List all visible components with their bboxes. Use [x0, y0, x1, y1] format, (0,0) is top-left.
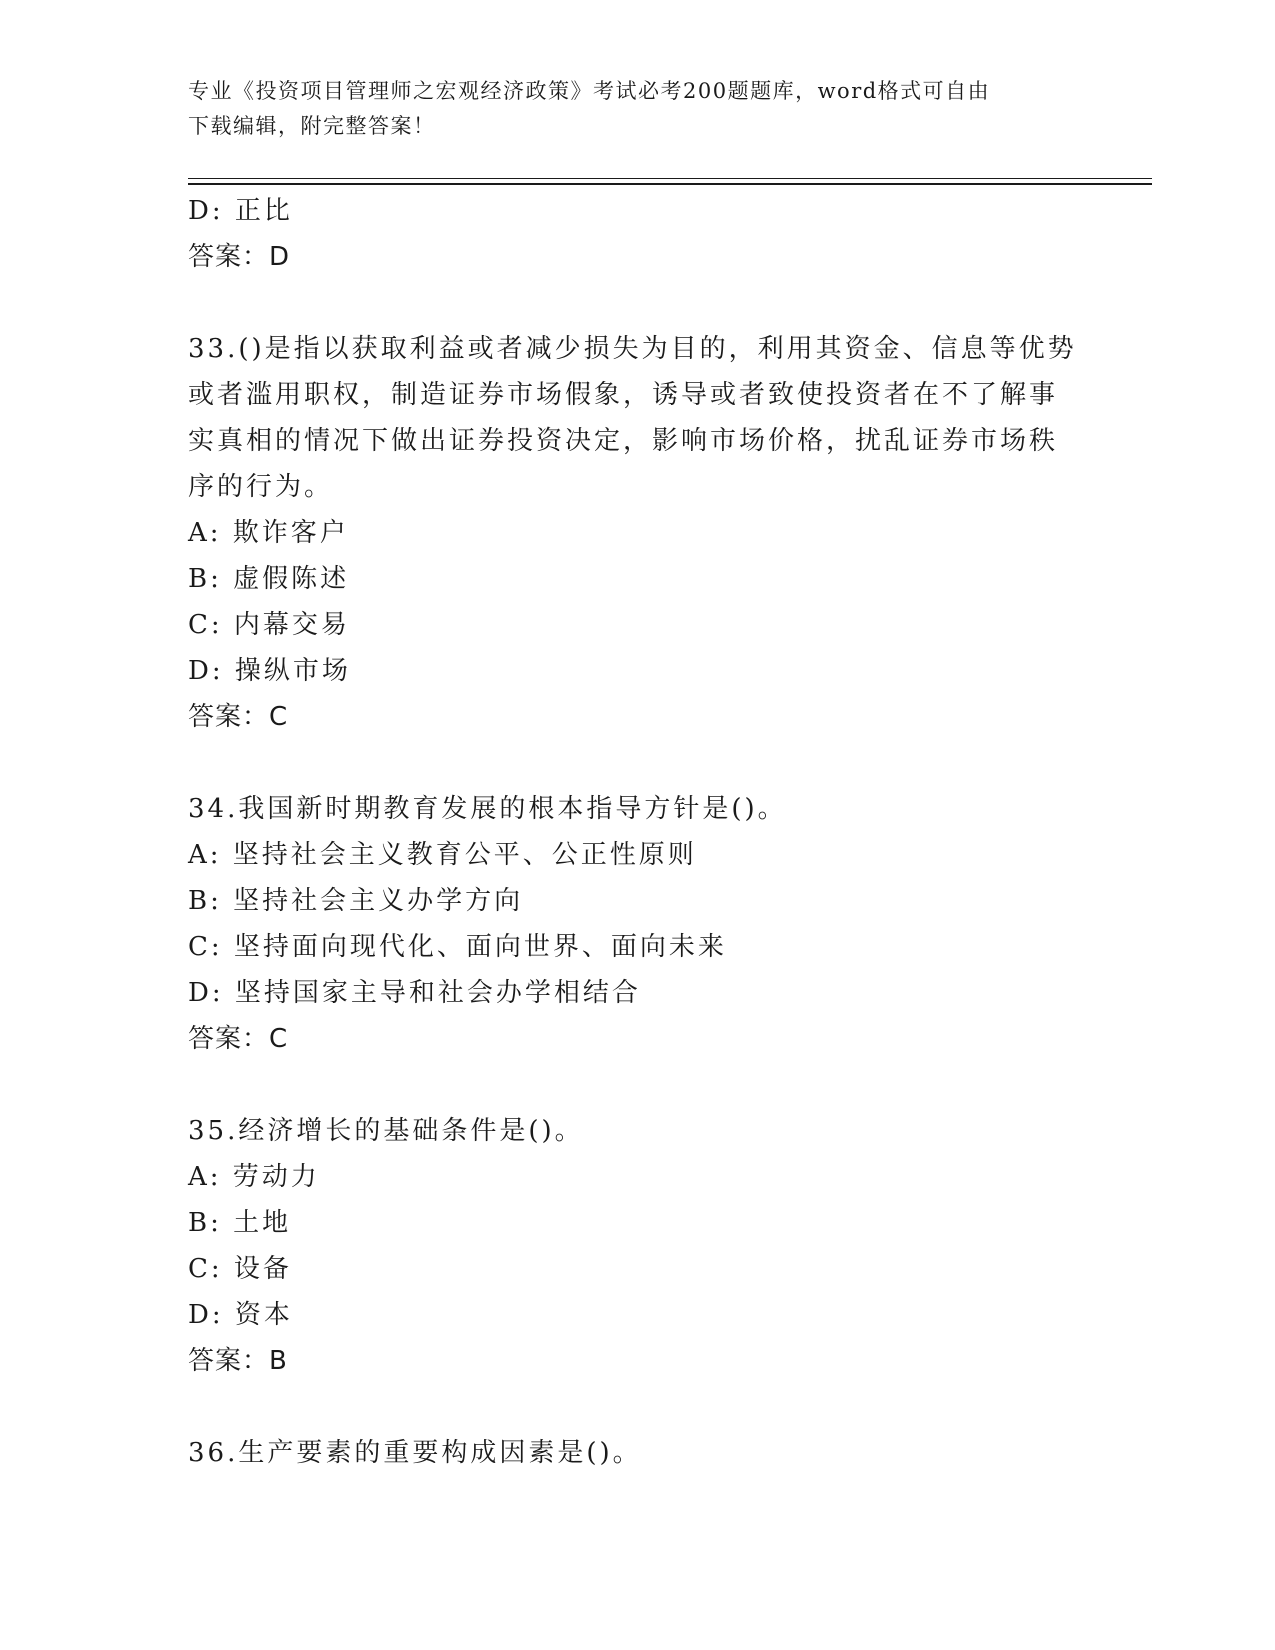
q33-option-c: C: 内幕交易 — [188, 610, 350, 640]
q33-stem-line-1: 33.()是指以获取利益或者减少损失为目的，利用其资金、信息等优势 — [188, 334, 1077, 364]
q34-option-d: D: 坚持国家主导和社会办学相结合 — [188, 978, 641, 1008]
spacer — [188, 1062, 1088, 1108]
q34-option-b: B: 坚持社会主义办学方向 — [188, 886, 524, 916]
q35-option-c: C: 设备 — [188, 1254, 292, 1284]
header-divider-thin — [188, 178, 1152, 179]
q34-option-c: C: 坚持面向现代化、面向世界、面向未来 — [188, 932, 727, 962]
question-list — [188, 188, 1088, 1476]
spacer — [188, 1384, 1088, 1430]
header-line-1: 专业《投资项目管理师之宏观经济政策》考试必考200题题库，word格式可自由 — [188, 79, 991, 103]
q36-stem: 36.生产要素的重要构成因素是()。 — [188, 1438, 642, 1468]
q35-stem: 35.经济增长的基础条件是()。 — [188, 1116, 584, 1146]
q33-option-d: D: 操纵市场 — [188, 656, 351, 686]
q35-option-d: D: 资本 — [188, 1300, 293, 1330]
header-line-2: 下载编辑，附完整答案！ — [188, 114, 436, 138]
q35-answer: 答案：B — [188, 1346, 288, 1376]
q35-option-b: B: 土地 — [188, 1208, 292, 1238]
spacer — [188, 740, 1088, 786]
q32-answer: 答案：D — [188, 242, 291, 272]
q33-answer: 答案：C — [188, 702, 289, 732]
q34-answer: 答案：C — [188, 1024, 289, 1054]
q34-stem: 34.我国新时期教育发展的根本指导方针是()。 — [188, 794, 787, 824]
q34-option-a: A: 坚持社会主义教育公平、公正性原则 — [188, 840, 697, 870]
spacer — [188, 280, 1088, 326]
q33-stem-line-2: 或者滥用职权，制造证券市场假象，诱导或者致使投资者在不了解事 — [188, 380, 1059, 410]
q33-stem-line-3: 实真相的情况下做出证券投资决定，影响市场价格，扰乱证券市场秩 — [188, 426, 1059, 456]
q35-option-a: A: 劳动力 — [188, 1162, 320, 1192]
q33-option-a: A: 欺诈客户 — [188, 518, 349, 548]
q33-option-b: B: 虚假陈述 — [188, 564, 350, 594]
q33-stem-line-4: 序的行为。 — [188, 472, 334, 502]
q32-option-d: D: 正比 — [188, 196, 293, 226]
header-divider-thick — [188, 183, 1152, 185]
document-header — [188, 74, 1088, 144]
